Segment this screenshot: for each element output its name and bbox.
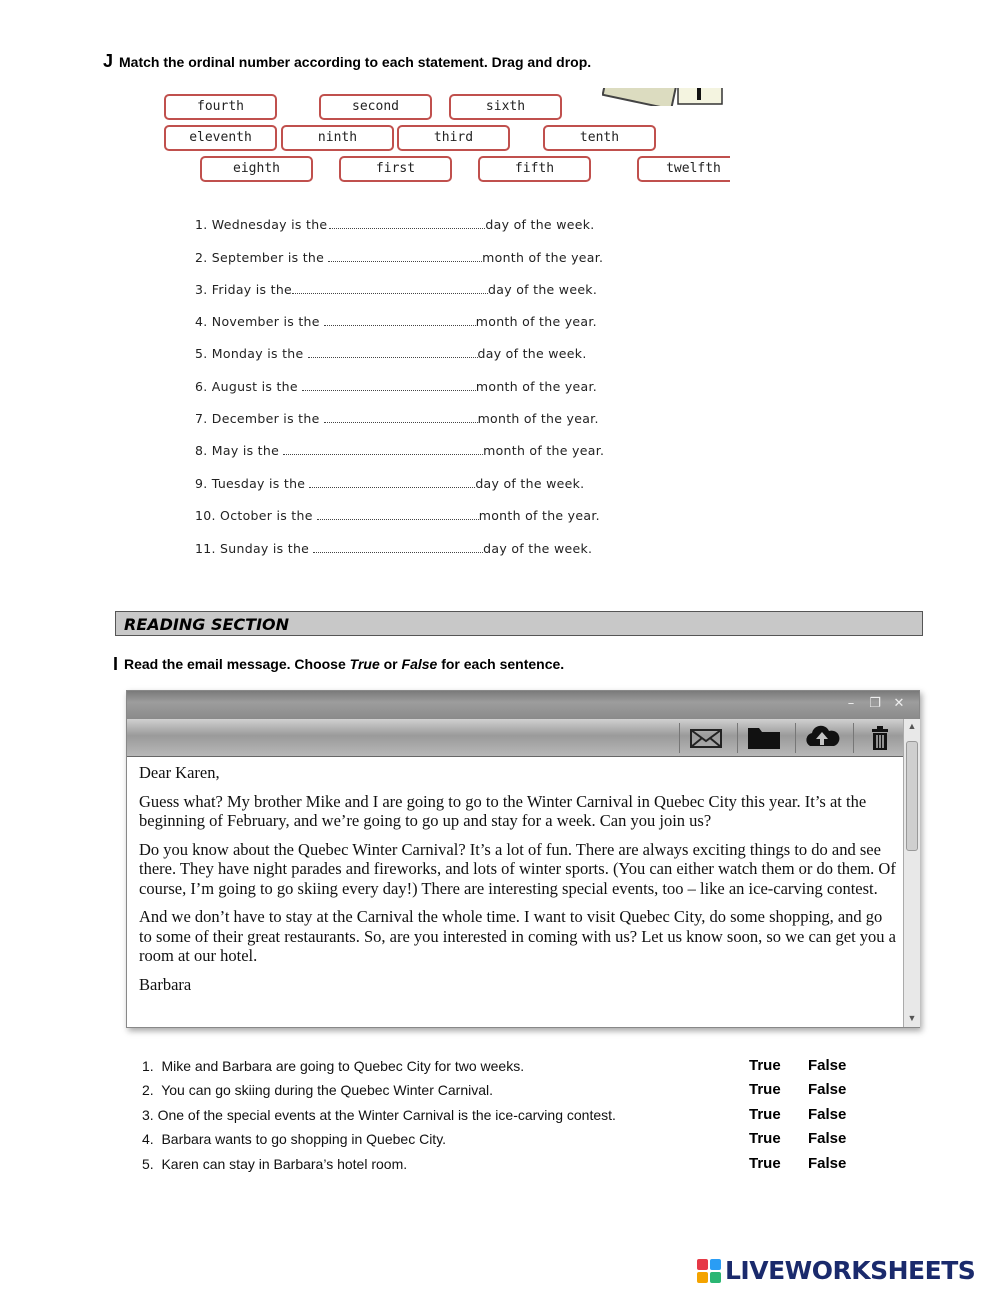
email-signature: Barbara <box>139 974 192 994</box>
word-first[interactable]: first <box>339 156 452 182</box>
statement: 1. Wednesday is the day of the week. <box>195 217 595 232</box>
email-window <box>126 690 920 1028</box>
folder-icon[interactable] <box>737 723 789 753</box>
word-bank <box>116 88 730 186</box>
statement: 11. Sunday is the day of the week. <box>195 541 593 556</box>
close-icon[interactable]: ✕ <box>893 696 905 711</box>
answer-slot[interactable] <box>317 510 479 520</box>
maximize-icon[interactable]: ❐ <box>869 696 881 711</box>
trash-icon[interactable] <box>853 723 905 753</box>
answer-slot[interactable] <box>308 348 478 358</box>
logo-mark-icon <box>697 1259 721 1283</box>
reading-section-header: READING SECTION <box>115 611 923 636</box>
answer-slot[interactable] <box>328 252 482 262</box>
statement: 7. December is the month of the year. <box>195 411 599 426</box>
minimize-icon[interactable]: – <box>847 696 855 711</box>
statement: 3. Friday is the day of the week. <box>195 282 598 297</box>
statement: 4. November is the month of the year. <box>195 314 597 329</box>
word-fifth[interactable]: fifth <box>478 156 591 182</box>
cloud-upload-icon[interactable] <box>795 723 847 753</box>
email-toolbar <box>127 719 903 757</box>
answer-slot[interactable] <box>324 413 478 423</box>
false-option-4[interactable]: False <box>808 1130 847 1147</box>
statement: 5. Monday is the day of the week. <box>195 346 587 361</box>
email-title-bar <box>127 691 919 719</box>
true-option-2[interactable]: True <box>749 1081 781 1098</box>
word-twelfth[interactable]: twelfth <box>637 156 730 182</box>
statement: 10. October is the month of the year. <box>195 508 600 523</box>
statement: 6. August is the month of the year. <box>195 379 598 394</box>
section-i-instruction: Read the email message. Choose True or False for each sentence. <box>124 656 565 672</box>
true-option-4[interactable]: True <box>749 1130 781 1147</box>
statement: 8. May is the month of the year. <box>195 443 605 458</box>
false-option-1[interactable]: False <box>808 1057 847 1074</box>
word-second[interactable]: second <box>319 94 432 120</box>
calendar-icon <box>602 88 730 106</box>
email-paragraph: Guess what? My brother Mike and I are going to go to the Winter Carnival in Quebec City this year. It’s at the beginning of February, and we’re going to go up and stay for a week. Can you join us? <box>139 791 867 830</box>
section-i-letter: I <box>113 654 119 674</box>
true-option-1[interactable]: True <box>749 1057 781 1074</box>
true-option-3[interactable]: True <box>749 1106 781 1123</box>
answer-slot[interactable] <box>283 445 483 455</box>
word-third[interactable]: third <box>397 125 510 151</box>
word-eighth[interactable]: eighth <box>200 156 313 182</box>
false-option-5[interactable]: False <box>808 1155 847 1172</box>
email-paragraph: And we don’t have to stay at the Carnival the whole time. I want to visit Quebec City, do some shopping, and go to some of their great restaurants. So, are you interested in coming with us? Let us know soon, so we can get you a room at our hotel. <box>139 907 896 965</box>
question-2: 2. You can go skiing during the Quebec Winter Carnival. <box>142 1082 494 1098</box>
word-ninth[interactable]: ninth <box>281 125 394 151</box>
statement: 9. Tuesday is the day of the week. <box>195 476 585 491</box>
scroll-up-icon[interactable]: ▲ <box>907 721 917 731</box>
email-paragraph: Do you know about the Quebec Winter Carnival? It’s a lot of fun. There are always exciting things to do and see there. They have night parades and fireworks, and lots of winter sports. (You can either watch them or do them. Of course, I’m going to go skiing every day!) There are interesting special events, too – like an ice-carving contest. <box>139 839 896 898</box>
email-scrollbar[interactable] <box>903 719 920 1027</box>
section-j-instruction: Match the ordinal number according to each statement. Drag and drop. <box>119 54 592 70</box>
word-eleventh[interactable]: eleventh <box>164 125 277 151</box>
answer-slot[interactable] <box>324 316 476 326</box>
statement: 2. September is the month of the year. <box>195 250 604 265</box>
answer-slot[interactable] <box>313 543 483 553</box>
question-1: 1. Mike and Barbara are going to Quebec City for two weeks. <box>142 1058 525 1074</box>
scroll-thumb[interactable] <box>906 741 918 851</box>
false-option-3[interactable]: False <box>808 1106 847 1123</box>
true-option-5[interactable]: True <box>749 1155 781 1172</box>
email-greeting: Dear Karen, <box>139 763 220 782</box>
word-sixth[interactable]: sixth <box>449 94 562 120</box>
section-j-letter: J <box>103 51 114 71</box>
envelope-icon[interactable] <box>679 723 731 753</box>
scroll-down-icon[interactable]: ▼ <box>907 1013 917 1023</box>
answer-slot[interactable] <box>292 284 488 294</box>
false-option-2[interactable]: False <box>808 1081 847 1098</box>
word-fourth[interactable]: fourth <box>164 94 277 120</box>
answer-slot[interactable] <box>329 219 485 229</box>
logo-text: LIVEWORKSHEETS <box>725 1256 976 1285</box>
word-tenth[interactable]: tenth <box>543 125 656 151</box>
question-5: 5. Karen can stay in Barbara’s hotel room. <box>142 1156 408 1172</box>
answer-slot[interactable] <box>302 381 476 391</box>
email-body <box>139 763 899 1003</box>
question-3: 3. One of the special events at the Winter Carnival is the ice-carving contest. <box>142 1107 616 1123</box>
answer-slot[interactable] <box>309 478 475 488</box>
question-4: 4. Barbara wants to go shopping in Quebec City. <box>142 1131 447 1147</box>
